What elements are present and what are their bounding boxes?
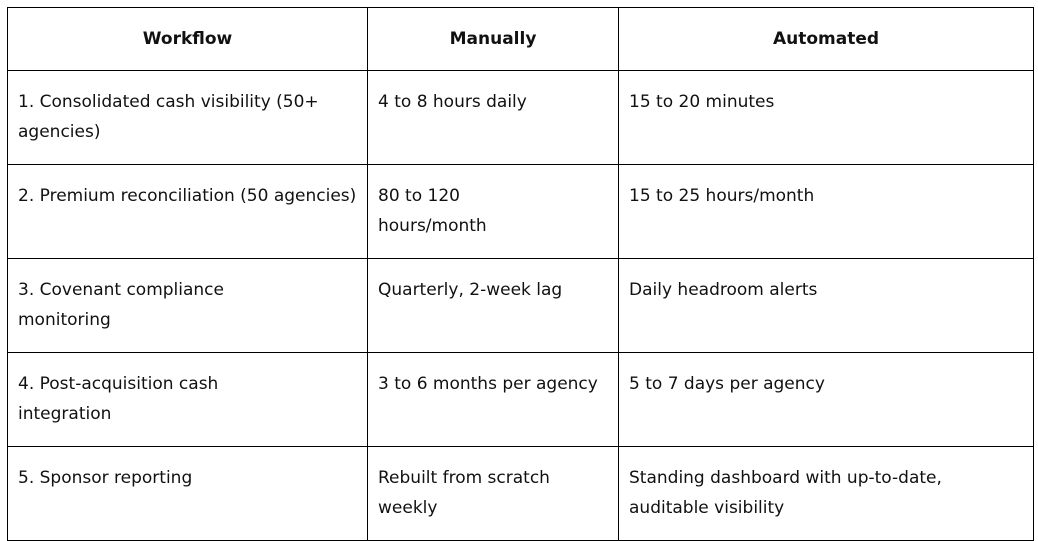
automated-cell: 15 to 20 minutes <box>619 71 1034 165</box>
table-row <box>8 447 1034 541</box>
automated-cell: 5 to 7 days per agency <box>619 353 1034 447</box>
header-workflow: Workflow <box>8 8 368 71</box>
workflow-cell: 1. Consolidated cash visibility (50+ agencies) <box>8 71 368 165</box>
manual-cell: 3 to 6 months per agency <box>368 353 619 447</box>
manual-cell: Quarterly, 2-week lag <box>368 259 619 353</box>
workflow-cell: 3. Covenant compliance monitoring <box>8 259 368 353</box>
table-row <box>8 353 1034 447</box>
automated-cell: 15 to 25 hours/month <box>619 165 1034 259</box>
manual-cell: 80 to 120 hours/month <box>368 165 619 259</box>
automated-cell: Daily headroom alerts <box>619 259 1034 353</box>
table-row <box>8 71 1034 165</box>
manual-cell: Rebuilt from scratch weekly <box>368 447 619 541</box>
header-automated: Automated <box>619 8 1034 71</box>
workflow-cell: 4. Post-acquisition cash integration <box>8 353 368 447</box>
table-row <box>8 165 1034 259</box>
workflow-comparison-table <box>7 7 1034 541</box>
automated-cell: Standing dashboard with up-to-date, auditable visibility <box>619 447 1034 541</box>
header-manually: Manually <box>368 8 619 71</box>
workflow-cell: 5. Sponsor reporting <box>8 447 368 541</box>
workflow-cell: 2. Premium reconciliation (50 agencies) <box>8 165 368 259</box>
table-row <box>8 259 1034 353</box>
manual-cell: 4 to 8 hours daily <box>368 71 619 165</box>
table-header-row <box>8 8 1034 71</box>
